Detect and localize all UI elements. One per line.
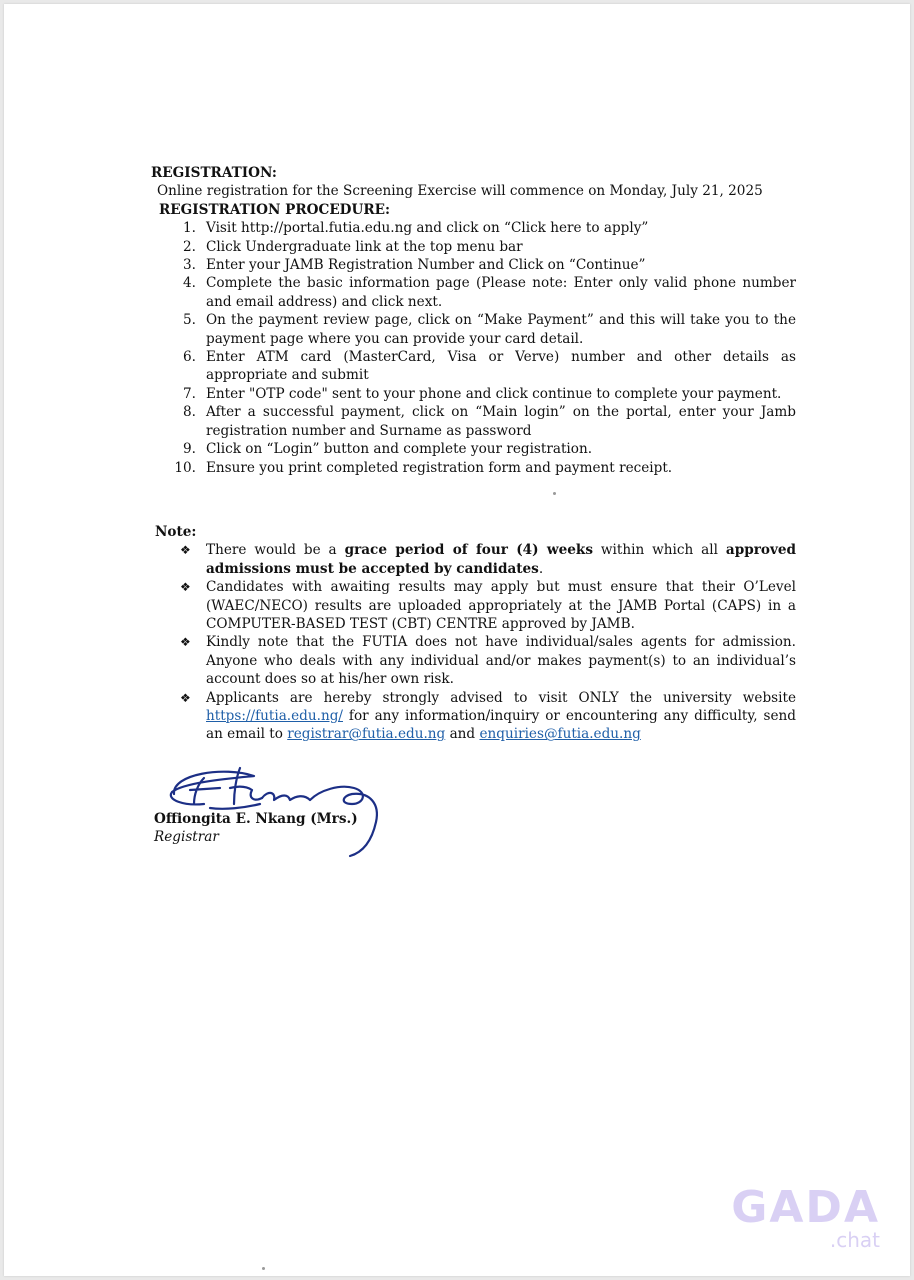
- note-text: within which all: [592, 542, 726, 559]
- note-text: Applicants are hereby strongly advised to visit ONLY the university website: [206, 689, 796, 706]
- signatory-name: Offiongita E. Nkang (Mrs.): [154, 811, 358, 827]
- signature-block: [154, 810, 358, 847]
- watermark-logo: [731, 1182, 880, 1252]
- step-text: Complete the basic information page (Please note: Enter only valid phone number and email address) and click next.: [206, 275, 796, 310]
- diamond-bullet-icon: ❖: [180, 635, 191, 650]
- scan-speck: [553, 492, 556, 495]
- note-text: Kindly note that the FUTIA does not have individual/sales agents for admission. Anyone who deals with any individual and/or makes payment(s) to an individual’s account does so at his/her own risk.: [206, 634, 796, 688]
- procedure-step: [151, 348, 796, 385]
- procedure-step: [151, 219, 796, 237]
- step-text: Enter your JAMB Registration Number and Click on “Continue”: [206, 257, 646, 274]
- procedure-heading: REGISTRATION PROCEDURE:: [159, 201, 390, 218]
- step-number: 10.: [174, 459, 196, 476]
- step-number: 8.: [183, 404, 196, 421]
- procedure-steps-list: [151, 219, 796, 477]
- note-item: [151, 633, 796, 688]
- registration-intro: Online registration for the Screening Exercise will commence on Monday, July 21, 2025: [157, 183, 763, 200]
- watermark-sub-text: .chat: [829, 1228, 880, 1252]
- step-number: 1.: [183, 220, 196, 237]
- signatory-title: Registrar: [154, 829, 219, 846]
- procedure-step: [151, 238, 796, 256]
- procedure-step: [151, 459, 796, 477]
- note-text: and: [445, 726, 480, 743]
- step-number: 4.: [183, 275, 196, 292]
- note-emphasis: grace period of four (4) weeks: [344, 542, 593, 559]
- step-text: Enter ATM card (MasterCard, Visa or Verve) number and other details as appropriate and submit: [206, 349, 796, 384]
- step-text: Ensure you print completed registration form and payment receipt.: [206, 459, 673, 476]
- diamond-bullet-icon: ❖: [180, 690, 191, 705]
- document-page: [4, 4, 910, 1276]
- note-title: Note:: [155, 523, 197, 540]
- note-text: for any information/inquiry or encountering any difficulty, send an email to: [206, 707, 796, 743]
- watermark-main-text: GADA: [731, 1182, 880, 1233]
- website-link[interactable]: https://futia.edu.ng/: [206, 707, 343, 724]
- diamond-bullet-icon: ❖: [180, 580, 191, 595]
- procedure-step: [151, 440, 796, 458]
- notes-list: [151, 541, 796, 743]
- step-text: Enter "OTP code" sent to your phone and click continue to complete your payment.: [206, 385, 782, 402]
- enquiries-email-link[interactable]: enquiries@futia.edu.ng: [479, 726, 641, 743]
- procedure-step: [151, 274, 796, 311]
- step-number: 9.: [183, 441, 196, 458]
- step-text: Click on “Login” button and complete your registration.: [206, 441, 593, 458]
- note-text: There would be a: [206, 542, 345, 559]
- procedure-step: [151, 311, 796, 348]
- procedure-step: [151, 385, 796, 403]
- step-text: Click Undergraduate link at the top menu bar: [206, 238, 523, 255]
- note-item: [151, 541, 796, 578]
- note-emphasis: approved admissions must be accepted by candidates: [206, 542, 796, 577]
- note-text: Candidates with awaiting results may apply but must ensure that their O’Level (WAEC/NECO) results are uploaded appropriately at the JAMB Portal (CAPS) in a COMPUTER-BASED TEST (CBT) CENTRE approved by JAMB.: [206, 579, 796, 632]
- scan-speck: [262, 1267, 265, 1270]
- note-item: [151, 689, 796, 744]
- step-number: 5.: [183, 312, 196, 329]
- procedure-step: [151, 256, 796, 274]
- note-text: .: [538, 560, 544, 577]
- step-text: On the payment review page, click on “Make Payment” and this will take you to the payment page where you can provide your card detail.: [206, 312, 796, 347]
- registration-heading: REGISTRATION:: [151, 165, 277, 181]
- registrar-email-link[interactable]: registrar@futia.edu.ng: [287, 726, 446, 743]
- step-text: After a successful payment, click on “Main login” on the portal, enter your Jamb registration number and Surname as password: [206, 404, 796, 439]
- step-number: 2.: [183, 238, 196, 255]
- step-number: 3.: [183, 257, 196, 274]
- step-number: 7.: [183, 385, 196, 402]
- step-number: 6.: [183, 349, 196, 366]
- note-item: [151, 578, 796, 633]
- document-body: [151, 164, 796, 744]
- procedure-step: [151, 403, 796, 440]
- diamond-bullet-icon: ❖: [180, 543, 191, 558]
- step-text: Visit http://portal.futia.edu.ng and click on “Click here to apply”: [206, 220, 649, 237]
